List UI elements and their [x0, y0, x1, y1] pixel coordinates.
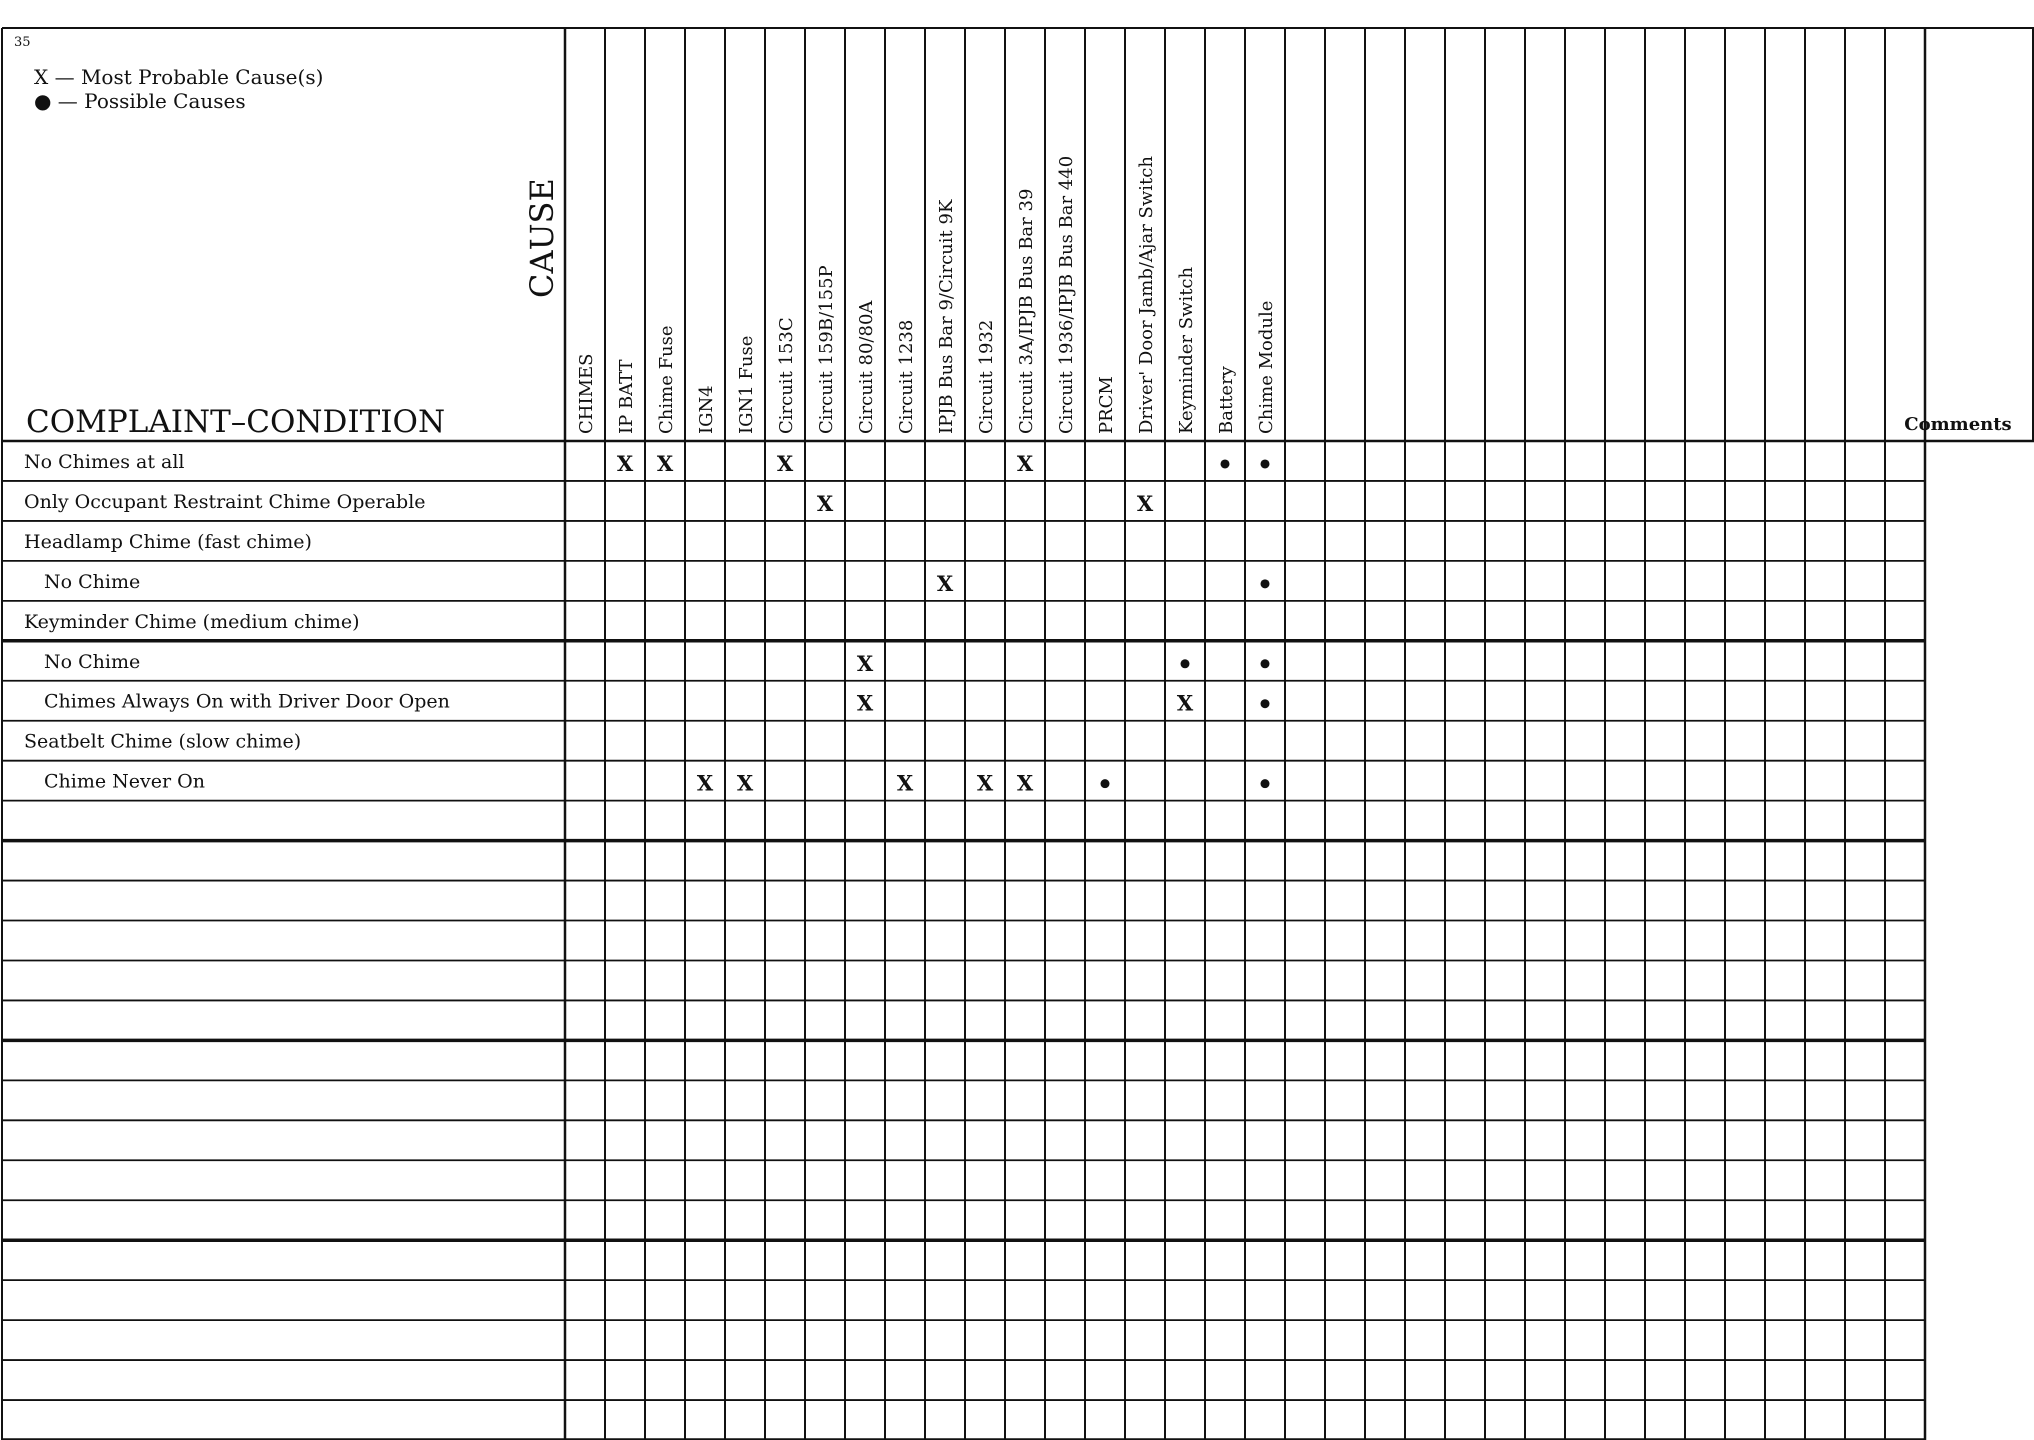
cause-column-header: IGN4	[696, 385, 717, 434]
cause-column-header: IPJB Bus Bar 9/Circuit 9K	[936, 199, 957, 434]
cause-column-header: Battery	[1216, 366, 1237, 434]
complaint-row-label: Chime Never On	[44, 770, 205, 793]
most-probable-cause-mark: X	[896, 770, 914, 796]
cause-marks	[617, 451, 1270, 796]
most-probable-cause-mark: X	[856, 650, 874, 676]
most-probable-cause-mark: X	[976, 770, 994, 796]
complaint-row-label: Chimes Always On with Driver Door Open	[44, 690, 450, 713]
cause-column-header: Circuit 1932	[976, 319, 997, 434]
comments-label: Comments	[1904, 414, 2012, 435]
legend-possible: ● — Possible Causes	[34, 89, 246, 113]
most-probable-cause-mark: X	[616, 450, 634, 476]
most-probable-cause-mark: X	[816, 490, 834, 516]
possible-cause-dot	[1261, 699, 1270, 708]
cause-column-header: Chime Fuse	[656, 325, 677, 434]
cause-column-header: IGN1 Fuse	[736, 335, 757, 434]
cause-column-header: Circuit 1936/IPJB Bus Bar 440	[1056, 155, 1077, 434]
complaint-row-label: Headlamp Chime (fast chime)	[24, 530, 312, 553]
cause-column-header: Driver' Door Jamb/Ajar Switch	[1136, 156, 1157, 434]
cause-column-header: Circuit 153C	[776, 317, 797, 434]
cause-column-header: Circuit 80/80A	[856, 300, 877, 434]
possible-cause-dot	[1261, 459, 1270, 468]
possible-cause-dot	[1261, 579, 1270, 588]
most-probable-cause-mark: X	[856, 690, 874, 716]
most-probable-cause-mark: X	[1016, 770, 1034, 796]
possible-cause-dot	[1101, 779, 1110, 788]
possible-cause-dot	[1221, 459, 1230, 468]
cause-column-header: Circuit 159B/155P	[816, 265, 837, 434]
cause-column-header: IP BATT	[616, 359, 637, 434]
cause-column-header: PRCM	[1096, 376, 1117, 434]
complaint-row-label: Only Occupant Restraint Chime Operable	[24, 490, 426, 513]
possible-cause-dot	[1181, 659, 1190, 668]
most-probable-cause-mark: X	[1136, 490, 1154, 516]
complaint-row-label: No Chime	[44, 570, 141, 593]
complaint-row-label: No Chime	[44, 650, 141, 673]
cause-column-header: Circuit 1238	[896, 319, 917, 434]
complaint-row-label: Keyminder Chime (medium chime)	[24, 610, 360, 633]
cause-column-header: Keyminder Switch	[1176, 266, 1197, 434]
most-probable-cause-mark: X	[776, 450, 794, 476]
cause-column-header: Chime Module	[1256, 300, 1277, 434]
most-probable-cause-mark: X	[1016, 450, 1034, 476]
most-probable-cause-mark: X	[696, 770, 714, 796]
complaint-row-label: Seatbelt Chime (slow chime)	[24, 730, 302, 753]
cause-column-headers	[576, 156, 1277, 434]
possible-cause-dot	[1261, 659, 1270, 668]
legend-most-probable: X — Most Probable Cause(s)	[34, 65, 324, 89]
cause-title: CAUSE	[523, 178, 561, 298]
most-probable-cause-mark: X	[936, 570, 954, 596]
possible-cause-dot	[1261, 779, 1270, 788]
complaint-rows	[24, 451, 450, 793]
page-number: 35	[14, 35, 31, 50]
most-probable-cause-mark: X	[1176, 690, 1194, 716]
cause-column-header: Circuit 3A/IPJB Bus Bar 39	[1016, 188, 1037, 434]
most-probable-cause-mark: X	[736, 770, 754, 796]
complaint-row-label: No Chimes at all	[24, 450, 185, 473]
cause-column-header: CHIMES	[576, 353, 597, 434]
most-probable-cause-mark: X	[656, 450, 674, 476]
complaint-condition-title: COMPLAINT–CONDITION	[26, 404, 446, 440]
